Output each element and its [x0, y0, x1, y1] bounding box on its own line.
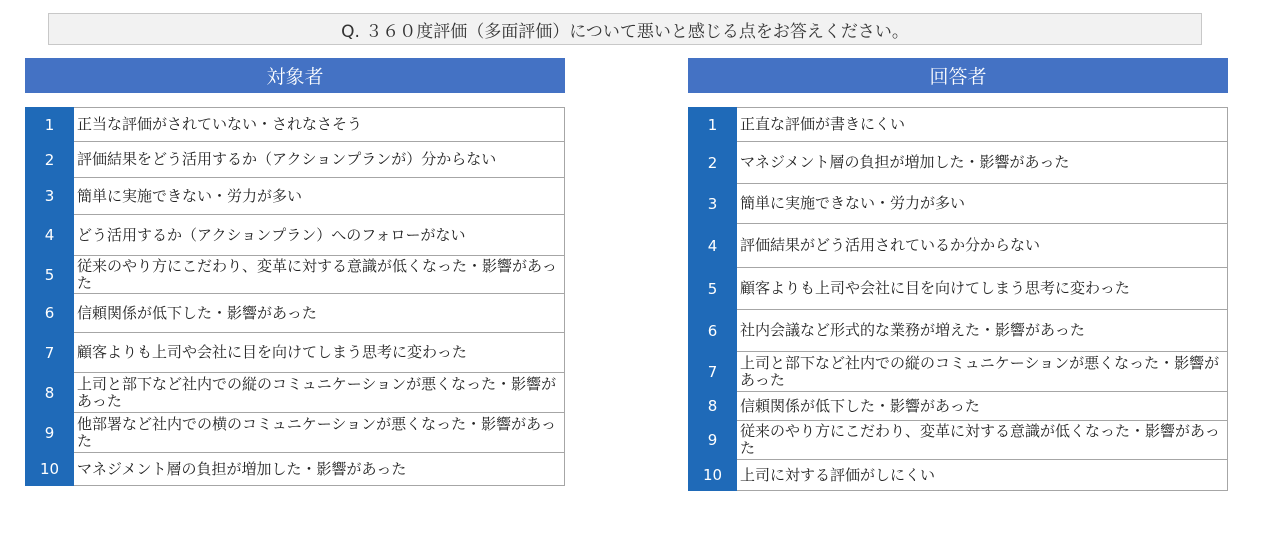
panel-target-title: 対象者	[25, 58, 565, 93]
rank-number: 9	[689, 421, 737, 460]
table-row	[689, 460, 1228, 491]
table-row	[26, 453, 565, 486]
rank-number: 10	[689, 460, 737, 491]
rank-text: マネジメント層の負担が増加した・影響があった	[74, 453, 565, 486]
table-row	[689, 184, 1228, 224]
rank-text: 評価結果がどう活用されているか分からない	[737, 224, 1228, 268]
rank-number: 5	[689, 268, 737, 310]
table-row	[689, 142, 1228, 184]
rank-text: 上司と部下など社内での縦のコミュニケーションが悪くなった・影響があった	[737, 352, 1228, 392]
table-row	[26, 256, 565, 294]
table-row	[689, 392, 1228, 421]
rank-number: 3	[26, 178, 74, 215]
rank-text: 顧客よりも上司や会社に目を向けてしまう思考に変わった	[737, 268, 1228, 310]
rank-text: 社内会議など形式的な業務が増えた・影響があった	[737, 310, 1228, 352]
rank-number: 2	[689, 142, 737, 184]
table-row	[26, 108, 565, 142]
rank-text: 上司に対する評価がしにくい	[737, 460, 1228, 491]
rank-number: 5	[26, 256, 74, 294]
table-row	[689, 268, 1228, 310]
rank-table-target	[25, 107, 565, 486]
rank-text: 簡単に実施できない・労力が多い	[74, 178, 565, 215]
rank-text: 簡単に実施できない・労力が多い	[737, 184, 1228, 224]
rank-number: 9	[26, 413, 74, 453]
table-row	[689, 352, 1228, 392]
rank-text: 従来のやり方にこだわり、変革に対する意識が低くなった・影響があった	[74, 256, 565, 294]
rank-number: 8	[689, 392, 737, 421]
rank-number: 4	[689, 224, 737, 268]
rank-number: 7	[689, 352, 737, 392]
rank-number: 8	[26, 373, 74, 413]
rank-number: 2	[26, 142, 74, 178]
panel-respondent-title: 回答者	[688, 58, 1228, 93]
rank-text: 正当な評価がされていない・されなさそう	[74, 108, 565, 142]
table-row	[26, 413, 565, 453]
table-row	[689, 224, 1228, 268]
question-banner: Q. ３６０度評価（多面評価）について悪いと感じる点をお答えください。	[48, 13, 1202, 45]
rank-number: 4	[26, 215, 74, 256]
rank-text: 顧客よりも上司や会社に目を向けてしまう思考に変わった	[74, 333, 565, 373]
rank-number: 6	[689, 310, 737, 352]
table-row	[689, 310, 1228, 352]
table-row	[26, 373, 565, 413]
rank-text: マネジメント層の負担が増加した・影響があった	[737, 142, 1228, 184]
rank-text: 上司と部下など社内での縦のコミュニケーションが悪くなった・影響があった	[74, 373, 565, 413]
rank-number: 1	[689, 108, 737, 142]
table-row	[689, 108, 1228, 142]
rank-text: 正直な評価が書きにくい	[737, 108, 1228, 142]
rank-number: 10	[26, 453, 74, 486]
rank-number: 3	[689, 184, 737, 224]
rank-text: 評価結果をどう活用するか（アクションプランが）分からない	[74, 142, 565, 178]
rank-text: 従来のやり方にこだわり、変革に対する意識が低くなった・影響があった	[737, 421, 1228, 460]
panel-respondent	[688, 58, 1228, 484]
table-row	[26, 333, 565, 373]
rank-text: 他部署など社内での横のコミュニケーションが悪くなった・影響があった	[74, 413, 565, 453]
table-row	[26, 178, 565, 215]
rank-text: どう活用するか（アクションプラン）へのフォローがない	[74, 215, 565, 256]
panel-target	[25, 58, 565, 478]
rank-number: 7	[26, 333, 74, 373]
rank-text: 信頼関係が低下した・影響があった	[737, 392, 1228, 421]
rank-table-respondent	[688, 107, 1228, 491]
table-row	[26, 142, 565, 178]
table-row	[689, 421, 1228, 460]
rank-text: 信頼関係が低下した・影響があった	[74, 294, 565, 333]
rank-number: 6	[26, 294, 74, 333]
table-row	[26, 215, 565, 256]
table-row	[26, 294, 565, 333]
rank-number: 1	[26, 108, 74, 142]
